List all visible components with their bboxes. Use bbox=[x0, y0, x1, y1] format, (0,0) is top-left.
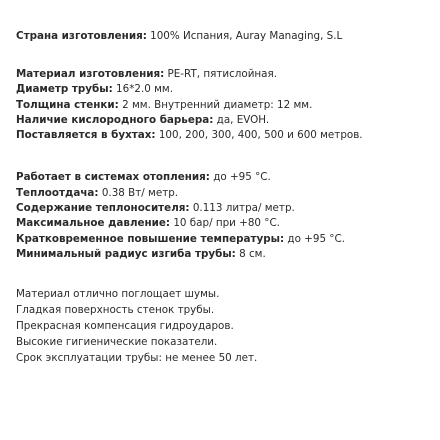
spec-label: Содержание теплоносителя: bbox=[16, 202, 190, 215]
spec-label: Максимальное давление: bbox=[16, 217, 171, 230]
feature-line: Срок эксплуатации трубы: не менее 50 лет. bbox=[16, 352, 258, 365]
spec-value: 16*2.0 мм. bbox=[112, 83, 173, 96]
spec-label: Толщина стенки: bbox=[16, 98, 119, 111]
spec-line-max-pressure bbox=[16, 216, 434, 231]
feature-line: Высокие гигиенические показатели. bbox=[16, 336, 218, 349]
spec-line-diameter bbox=[16, 82, 434, 97]
spec-value: 0.38 Вт/ метр. bbox=[98, 186, 179, 199]
features-section bbox=[16, 286, 436, 366]
spec-label: Теплоотдача: bbox=[16, 186, 99, 199]
spec-label: Наличие кислородного барьера: bbox=[16, 113, 214, 126]
feature-line: Гладкая поверхность стенок трубы. bbox=[16, 304, 215, 317]
spec-label: Страна изготовления: bbox=[16, 30, 147, 42]
spec-label: Работает в системах отопления: bbox=[16, 171, 210, 184]
spec-value: 0.113 литра/ метр. bbox=[189, 202, 295, 215]
spec-value: 10 бар/ при +80 °С. bbox=[170, 217, 280, 230]
spec-value: до +95 °С. bbox=[209, 171, 271, 184]
origin-section bbox=[16, 29, 436, 44]
spec-line-heat-output bbox=[16, 186, 434, 201]
feature-line: Прекрасная компенсация гидроударов. bbox=[16, 320, 234, 333]
spec-value: до +95 °С. bbox=[284, 232, 345, 245]
spec-label: Минимальный радиус изгиба трубы: bbox=[16, 247, 236, 260]
spec-sheet bbox=[16, 29, 436, 366]
feature-line: Материал отлично поглощает шумы. bbox=[16, 288, 220, 301]
spec-value: 2 мм. Внутренний диаметр: 12 мм. bbox=[118, 98, 313, 111]
spec-value: 100, 200, 300, 400, 500 и 600 метров. bbox=[155, 129, 363, 142]
spec-value: PE-RT, пятислойная. bbox=[164, 68, 278, 80]
spec-line-coils bbox=[16, 128, 434, 143]
spec-label: Поставляется в бухтах: bbox=[16, 129, 156, 142]
spec-label: Кратковременное повышение температуры: bbox=[16, 232, 285, 245]
spec-value: 8 см. bbox=[235, 247, 266, 260]
spec-line-heating bbox=[16, 170, 434, 185]
spec-line-oxygen-barrier bbox=[16, 113, 434, 128]
spec-line-bend-radius bbox=[16, 247, 434, 262]
spec-label: Материал изготовления: bbox=[16, 68, 165, 80]
spec-value: да, EVOH. bbox=[213, 113, 270, 126]
spec-line-temp-peak bbox=[16, 232, 434, 247]
spec-value: 100% Испания, Auray Managing, S.L bbox=[146, 30, 343, 42]
spec-line-origin bbox=[16, 29, 434, 44]
spec-line-coolant bbox=[16, 201, 434, 216]
performance-section bbox=[16, 170, 436, 262]
spec-label: Диаметр трубы: bbox=[16, 83, 113, 96]
spec-line-material bbox=[16, 67, 434, 82]
spec-line-wall bbox=[16, 98, 434, 113]
material-section bbox=[16, 67, 436, 143]
